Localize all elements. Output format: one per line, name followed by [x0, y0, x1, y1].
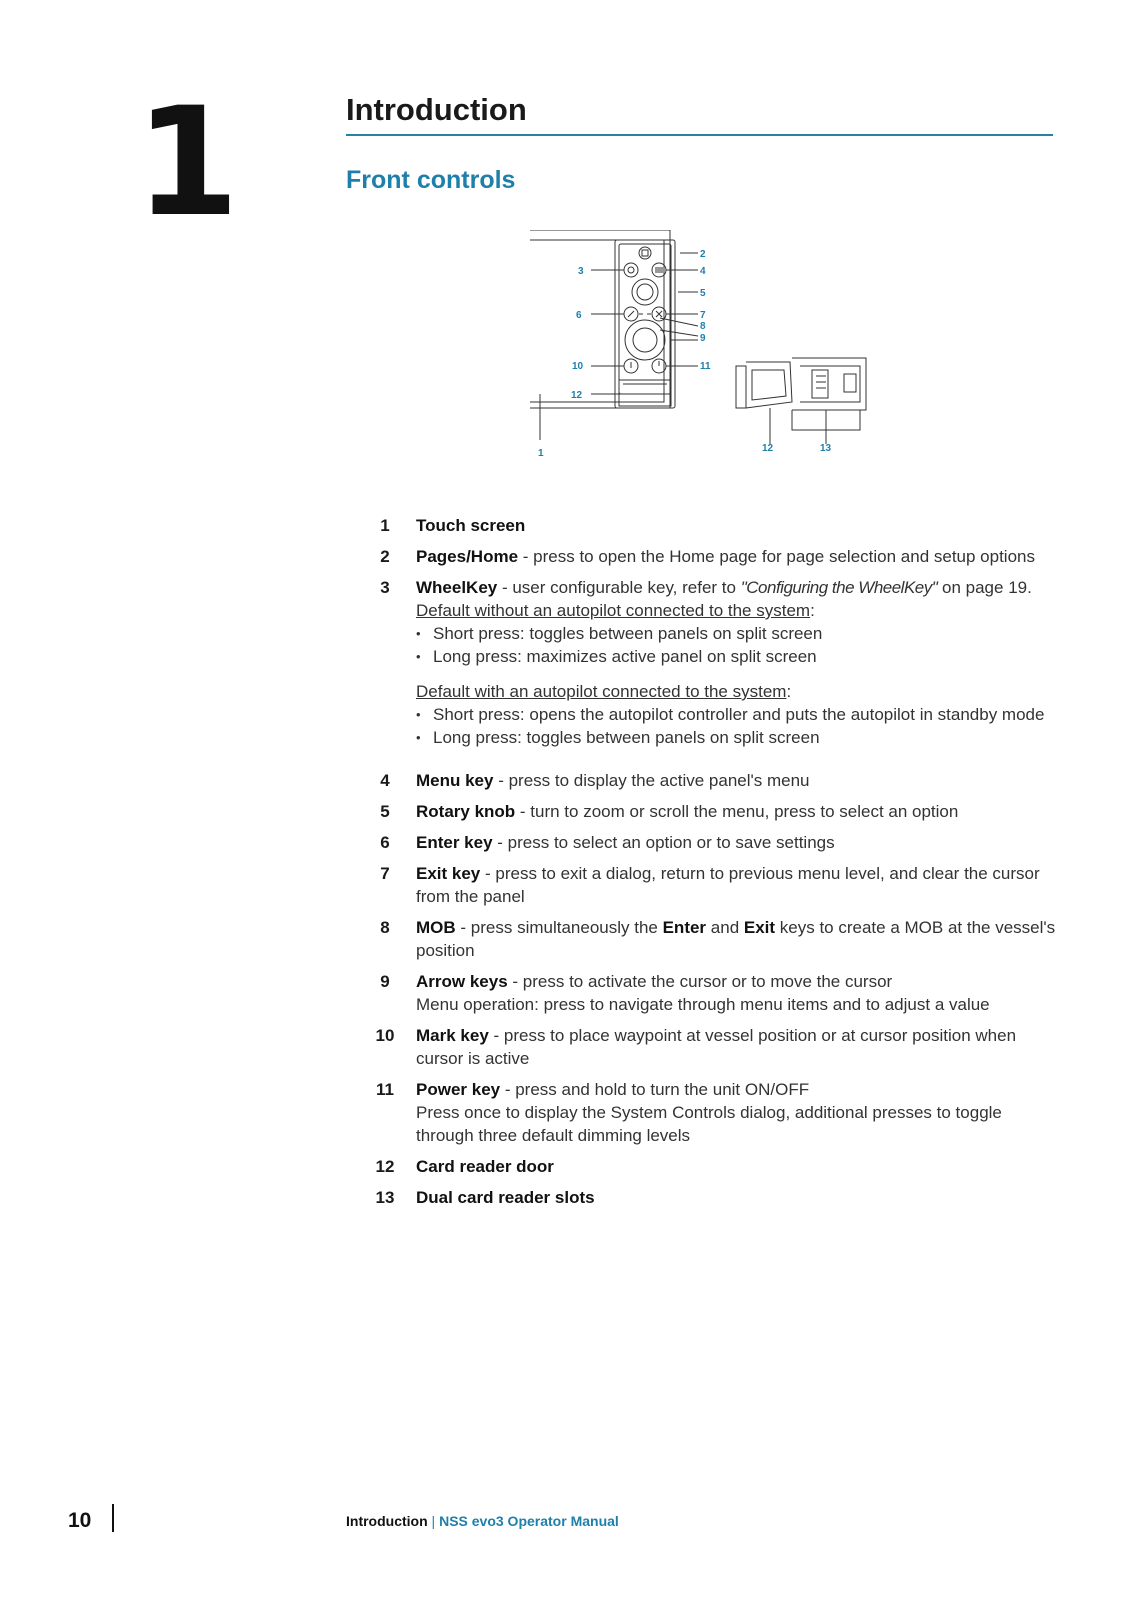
item-text: - press to select an option or to save settings	[492, 833, 835, 852]
page-number: 10	[68, 1509, 92, 1532]
item-number: 5	[380, 802, 390, 821]
item-text: - press simultaneously the	[455, 918, 663, 937]
bullet-item: • Short press: toggles between panels on split screen	[416, 622, 1060, 645]
list-item	[360, 1078, 1060, 1147]
callout-12b: 12	[762, 443, 774, 454]
callout-11: 11	[700, 361, 711, 372]
item-text-line2: Menu operation: press to navigate through menu items and to adjust a value	[416, 995, 990, 1014]
callout-3: 3	[578, 266, 584, 277]
callout-9: 9	[700, 333, 706, 344]
item-number: 8	[380, 918, 390, 937]
item-text: - press to exit a dialog, return to previous menu level, and clear the cursor from the panel	[416, 864, 1040, 906]
list-item	[360, 800, 1060, 823]
callout-5: 5	[700, 288, 706, 299]
item-number: 11	[376, 1080, 394, 1099]
item-term: Touch screen	[416, 516, 526, 535]
item-term: WheelKey	[416, 578, 498, 597]
wheel-key-icon	[624, 263, 638, 277]
chapter-number: 1	[135, 76, 240, 250]
footer-manual-title: NSS evo3 Operator Manual	[439, 1513, 619, 1529]
item-term: Arrow keys	[416, 972, 508, 991]
footer-section: Introduction	[346, 1513, 428, 1529]
item-term: Mark key	[416, 1026, 489, 1045]
item-number: 4	[380, 771, 390, 790]
card-reader-slots-icon	[736, 358, 866, 444]
footer-separator: |	[431, 1513, 436, 1529]
group-heading: Default with an autopilot connected to the system	[416, 682, 787, 701]
item-text: and	[706, 918, 744, 937]
item-term: MOB	[416, 918, 456, 937]
item-number: 13	[375, 1188, 395, 1207]
bullet-list	[416, 622, 1060, 668]
control-list	[360, 514, 1060, 1217]
item-text: - press to place waypoint at vessel position or at cursor position when cursor is active	[416, 1026, 1017, 1068]
item-term: Menu key	[416, 771, 494, 790]
enter-key-icon	[624, 307, 638, 321]
pages-key-icon	[639, 247, 651, 259]
list-item	[360, 831, 1060, 854]
callout-6: 6	[576, 310, 582, 321]
item-text: - press to activate the cursor or to move the cursor	[507, 972, 893, 991]
list-item	[360, 514, 1060, 537]
callout-1: 1	[538, 448, 544, 459]
item-term: Enter key	[416, 833, 493, 852]
item-number: 10	[375, 1026, 395, 1045]
item-number: 3	[380, 578, 390, 597]
item-term: Exit key	[416, 864, 481, 883]
list-item	[360, 1024, 1060, 1070]
item-text: - press and hold to turn the unit ON/OFF	[500, 1080, 810, 1099]
item-number: 9	[380, 972, 390, 991]
title-rule	[346, 134, 1053, 136]
bullet-item: • Long press: maximizes active panel on split screen	[416, 645, 1060, 668]
list-item	[360, 545, 1060, 568]
item-term: Card reader door	[416, 1157, 554, 1176]
rotary-knob-icon	[632, 279, 658, 305]
list-item	[360, 862, 1060, 908]
item-term: Dual card reader slots	[416, 1188, 595, 1207]
chapter-title: Introduction	[346, 92, 527, 127]
callout-8: 8	[700, 321, 706, 332]
item-text: - turn to zoom or scroll the menu, press to select an option	[515, 802, 959, 821]
item-number: 6	[380, 833, 390, 852]
group-colon: :	[810, 601, 815, 620]
group-heading: Default without an autopilot connected to the system	[416, 601, 811, 620]
item-term: Rotary knob	[416, 802, 516, 821]
item-text: keys to create a MOB at the vessel's position	[416, 918, 1056, 960]
callout-4: 4	[700, 266, 706, 277]
item-number: 7	[380, 864, 390, 883]
list-item	[360, 970, 1060, 1016]
item-number: 1	[380, 516, 390, 535]
callout-12a: 12	[571, 390, 583, 401]
list-item	[360, 769, 1060, 792]
item-term: Enter	[662, 918, 707, 937]
callout-7: 7	[700, 310, 706, 321]
item-term: Power key	[416, 1080, 501, 1099]
callout-10: 10	[572, 361, 584, 372]
item-term: Exit	[743, 918, 776, 937]
cross-reference-link[interactable]: "Configuring the WheelKey"	[740, 578, 938, 597]
section-title: Front controls	[346, 166, 516, 194]
callout-2: 2	[700, 249, 706, 260]
arrow-keys-icon	[625, 320, 665, 360]
item-text: - press to open the Home page for page selection and setup options	[518, 547, 1035, 566]
front-controls-diagram	[530, 230, 870, 462]
mark-key-icon	[624, 359, 638, 373]
list-item	[360, 916, 1060, 962]
running-footer	[346, 1513, 619, 1529]
bullet-item: • Short press: opens the autopilot controller and puts the autopilot in standby mode	[416, 703, 1060, 726]
list-item	[360, 576, 1060, 761]
group-colon: :	[786, 682, 792, 701]
item-number: 12	[375, 1157, 395, 1176]
list-item	[360, 1155, 1060, 1178]
item-text-line2: Press once to display the System Controls dialog, additional presses to toggle through three default dimming levels	[416, 1103, 1002, 1145]
item-text: - user configurable key, refer to	[497, 578, 741, 597]
bullet-list	[416, 703, 1060, 749]
item-term: Pages/Home	[416, 547, 519, 566]
bullet-item: • Long press: toggles between panels on split screen	[416, 726, 1060, 749]
item-text: on page 19.	[937, 578, 1032, 597]
item-number: 2	[380, 547, 390, 566]
callout-13: 13	[820, 443, 832, 454]
footer-divider	[112, 1504, 114, 1532]
list-item	[360, 1186, 1060, 1209]
item-text: - press to display the active panel's menu	[493, 771, 810, 790]
